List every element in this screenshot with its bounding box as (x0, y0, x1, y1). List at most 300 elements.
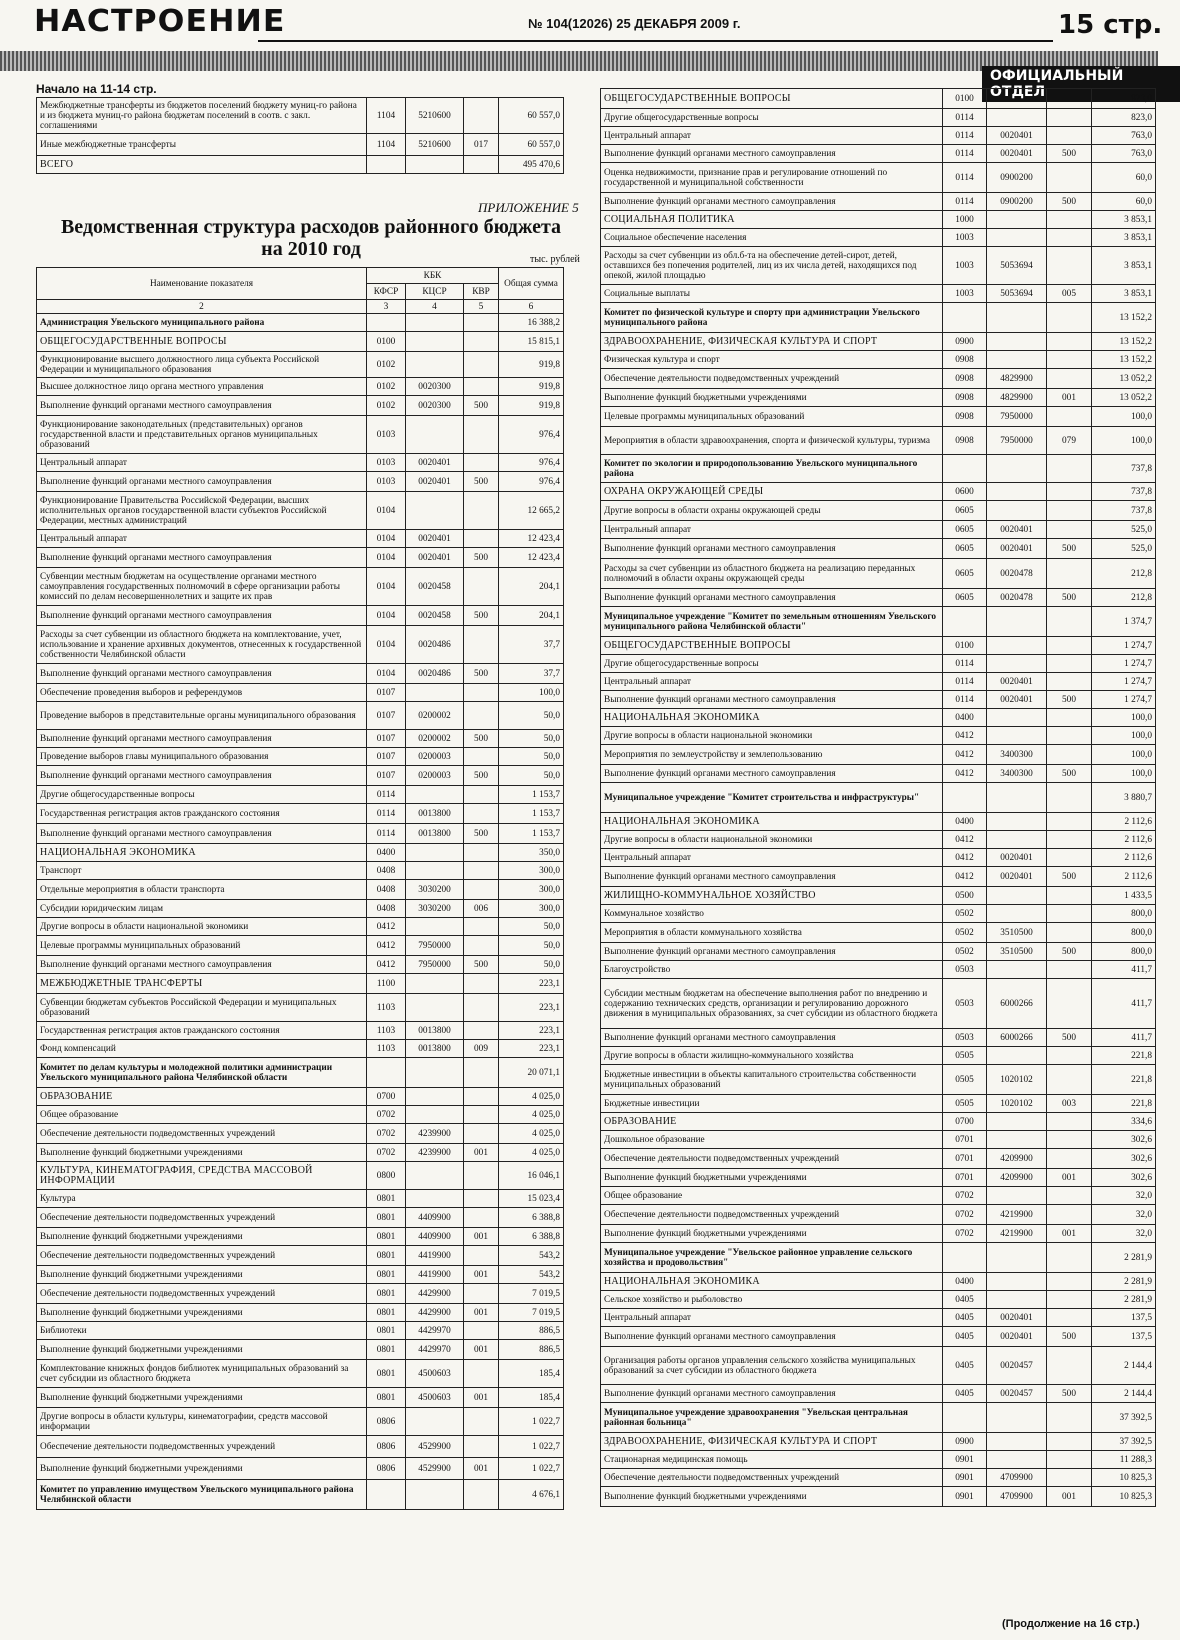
table-row (37, 702, 564, 730)
row-kfsr: 0502 (943, 905, 987, 923)
row-name: Выполнение функций органами местного самоуправления (37, 824, 367, 844)
row-kvr (1047, 1065, 1092, 1095)
row-kfsr: 0114 (943, 691, 987, 709)
row-name: Проведение выборов в представительные органы муниципального образования (37, 702, 367, 730)
row-name: Расходы за счет субвенции из обл.б-та на обеспечение детей-сирот, детей, оставшихся без попечения родителей, лиц из их числа детей, находящихся под опекой, жилой площадью (601, 247, 943, 285)
row-kfsr: 0908 (943, 351, 987, 369)
row-sum: 300,0 (499, 900, 564, 918)
row-kfsr: 1103 (367, 1022, 406, 1040)
row-kvr: 500 (464, 548, 499, 568)
row-kfsr: 0400 (943, 813, 987, 831)
row-kvr: 001 (464, 1304, 499, 1322)
row-sum: 886,5 (499, 1340, 564, 1360)
row-sum: 60,0 (1092, 163, 1156, 193)
row-name: Комплектование книжных фондов библиотек муниципальных образований за счет субсидии из областного бюджета (37, 1360, 367, 1388)
row-kfsr: 0801 (367, 1340, 406, 1360)
row-kfsr (367, 314, 406, 332)
row-kcsr: 5210600 (406, 98, 464, 134)
row-kcsr (406, 862, 464, 880)
row-name: Межбюджетные трансферты из бюджетов поселений бюджету муниц-го района и из бюджета муниц-го района бюджетам поселений в соотв. с закл. соглашениями (37, 98, 367, 134)
row-kfsr: 0700 (367, 1088, 406, 1106)
row-kcsr (987, 783, 1047, 813)
table-row (37, 314, 564, 332)
row-name: Выполнение функций органами местного самоуправления (37, 396, 367, 416)
row-name: Мероприятия по землеустройству и землепользованию (601, 745, 943, 765)
row-kfsr: 0901 (943, 1451, 987, 1469)
row-kvr (464, 684, 499, 702)
row-sum: 12 665,2 (499, 492, 564, 530)
row-sum: 300,0 (499, 880, 564, 900)
table-row (601, 961, 1156, 979)
row-kfsr: 0114 (943, 193, 987, 211)
row-kfsr (367, 1480, 406, 1510)
table-row (601, 1451, 1156, 1469)
row-sum: 50,0 (499, 918, 564, 936)
row-name: Бюджетные инвестиции (601, 1095, 943, 1113)
row-kfsr: 0600 (943, 483, 987, 501)
row-sum: 13 152,2 (1092, 333, 1156, 351)
header-rule (258, 40, 1053, 42)
row-kfsr: 0701 (943, 1169, 987, 1187)
row-kcsr: 3030200 (406, 900, 464, 918)
row-kvr: 500 (464, 396, 499, 416)
row-kfsr: 0900 (943, 333, 987, 351)
row-sum: 6 388,8 (499, 1228, 564, 1246)
row-kfsr: 0801 (367, 1284, 406, 1304)
row-name: Обеспечение деятельности подведомственных учреждений (37, 1246, 367, 1266)
row-kfsr: 0503 (943, 979, 987, 1029)
row-sum: 100,0 (1092, 727, 1156, 745)
row-name: Центральный аппарат (37, 530, 367, 548)
table-row (37, 568, 564, 606)
row-kfsr: 0104 (367, 626, 406, 664)
row-name: Выполнение функций органами местного самоуправления (601, 1327, 943, 1347)
row-kfsr: 0412 (367, 918, 406, 936)
table-row (601, 539, 1156, 559)
table-row (601, 1169, 1156, 1187)
row-name: Центральный аппарат (601, 1309, 943, 1327)
row-kvr (1047, 831, 1092, 849)
row-kvr (1047, 1187, 1092, 1205)
row-kcsr: 0013800 (406, 1022, 464, 1040)
row-kvr (1047, 333, 1092, 351)
table-row (37, 1106, 564, 1124)
row-name: Центральный аппарат (601, 127, 943, 145)
row-kfsr: 0104 (367, 568, 406, 606)
row-kvr (1047, 1131, 1092, 1149)
table-row (601, 1187, 1156, 1205)
row-kcsr: 0200003 (406, 766, 464, 786)
row-kcsr: 4529900 (406, 1458, 464, 1480)
table-row (601, 1327, 1156, 1347)
row-kvr (464, 880, 499, 900)
row-kvr: 500 (1047, 1029, 1092, 1047)
row-kfsr: 0104 (367, 548, 406, 568)
row-kcsr (406, 156, 464, 174)
row-kcsr: 0020401 (987, 145, 1047, 163)
header-num-3: 3 (367, 300, 406, 314)
row-sum: 60,0 (1092, 193, 1156, 211)
row-name: Выполнение функций бюджетными учреждениями (601, 1487, 943, 1507)
row-sum: 4 025,0 (499, 1088, 564, 1106)
table-row (37, 824, 564, 844)
top-continuation-table (36, 97, 564, 174)
row-sum: 4 025,0 (499, 1106, 564, 1124)
table-row (601, 831, 1156, 849)
row-sum: 4 025,0 (499, 1144, 564, 1162)
table-row (601, 849, 1156, 867)
row-name: Выполнение функций органами местного самоуправления (37, 766, 367, 786)
row-sum: 334,6 (1092, 1113, 1156, 1131)
row-kfsr: 0405 (943, 1347, 987, 1385)
row-name: Центральный аппарат (37, 454, 367, 472)
row-sum: 350,0 (499, 844, 564, 862)
row-name: Мероприятия в области коммунального хозяйства (601, 923, 943, 943)
row-name: Функционирование высшего должностного лица субъекта Российской Федерации и муниципального образования (37, 352, 367, 378)
row-sum: 1 153,7 (499, 804, 564, 824)
row-sum: 212,8 (1092, 589, 1156, 607)
row-kcsr: 4219900 (987, 1225, 1047, 1243)
row-kcsr (406, 416, 464, 454)
row-sum: 800,0 (1092, 943, 1156, 961)
row-sum: 737,8 (1092, 501, 1156, 521)
table-row (37, 1340, 564, 1360)
table-row (37, 98, 564, 134)
row-sum: 2 281,9 (1092, 1273, 1156, 1291)
row-kcsr: 7950000 (406, 936, 464, 956)
row-name: Физическая культура и спорт (601, 351, 943, 369)
row-kfsr: 0103 (367, 416, 406, 454)
row-kfsr: 0104 (367, 664, 406, 684)
row-kfsr: 0107 (367, 684, 406, 702)
table-row (37, 1266, 564, 1284)
row-kcsr (406, 492, 464, 530)
row-name: Муниципальное учреждение здравоохранения "Увельская центральная районная больница" (601, 1403, 943, 1433)
row-kcsr: 0020300 (406, 378, 464, 396)
row-name: Муниципальное учреждение "Увельское районное управление сельского хозяйства и продовольствия" (601, 1243, 943, 1273)
row-kcsr: 0020401 (987, 673, 1047, 691)
table-row (37, 1040, 564, 1058)
row-kcsr: 0020458 (406, 606, 464, 626)
row-kcsr (987, 501, 1047, 521)
row-kfsr: 1000 (943, 211, 987, 229)
row-name: Центральный аппарат (601, 849, 943, 867)
row-kfsr: 0801 (367, 1304, 406, 1322)
header-num-4: 4 (406, 300, 464, 314)
row-kcsr: 3030200 (406, 880, 464, 900)
row-name: ЖИЛИЩНО-КОММУНАЛЬНОЕ ХОЗЯЙСТВО (601, 887, 943, 905)
row-kfsr: 0104 (367, 530, 406, 548)
row-kcsr (406, 786, 464, 804)
row-kvr: 079 (1047, 427, 1092, 455)
row-kvr: 001 (464, 1388, 499, 1408)
row-kvr (464, 1360, 499, 1388)
row-kcsr: 4429900 (406, 1284, 464, 1304)
row-kvr (1047, 709, 1092, 727)
row-kvr (1047, 407, 1092, 427)
row-kcsr: 4709900 (987, 1487, 1047, 1507)
row-kvr (464, 1088, 499, 1106)
header-kbk: КБК (367, 268, 499, 284)
table-row (601, 637, 1156, 655)
row-kcsr (406, 1408, 464, 1436)
row-sum: 2 144,4 (1092, 1347, 1156, 1385)
table-row (37, 1162, 564, 1190)
row-name: Выполнение функций органами местного самоуправления (37, 472, 367, 492)
row-name: Выполнение функций бюджетными учреждениями (37, 1340, 367, 1360)
row-sum: 13 152,2 (1092, 303, 1156, 333)
table-row (601, 559, 1156, 589)
row-name: Государственная регистрация актов гражданского состояния (37, 804, 367, 824)
row-kcsr (406, 1190, 464, 1208)
table-row (37, 332, 564, 352)
row-sum: 525,0 (1092, 521, 1156, 539)
row-kcsr: 3400300 (987, 745, 1047, 765)
row-name: Бюджетные инвестиции в объекты капитального строительства собственности муниципальных образований (601, 1065, 943, 1095)
row-name: Выполнение функций органами местного самоуправления (37, 548, 367, 568)
row-kcsr (406, 844, 464, 862)
row-name: Государственная регистрация актов гражданского состояния (37, 1022, 367, 1040)
table-row (37, 918, 564, 936)
row-kvr (464, 352, 499, 378)
row-kfsr: 1103 (367, 994, 406, 1022)
table-row (601, 389, 1156, 407)
table-row (601, 691, 1156, 709)
row-kvr: 500 (1047, 1327, 1092, 1347)
row-kfsr (943, 303, 987, 333)
row-kfsr: 0114 (943, 127, 987, 145)
table-row (601, 709, 1156, 727)
row-kcsr: 0900200 (987, 163, 1047, 193)
row-kcsr: 1020102 (987, 1065, 1047, 1095)
row-kfsr: 0103 (367, 472, 406, 492)
row-kvr (1047, 783, 1092, 813)
row-kcsr: 0020401 (987, 127, 1047, 145)
row-kfsr: 0806 (367, 1436, 406, 1458)
row-kvr (464, 1284, 499, 1304)
row-kvr (1047, 655, 1092, 673)
row-kvr (464, 974, 499, 994)
row-sum: 302,6 (1092, 1149, 1156, 1169)
row-sum: 737,8 (1092, 483, 1156, 501)
row-kvr (464, 844, 499, 862)
row-sum: 32,0 (1092, 1225, 1156, 1243)
row-name: ВСЕГО (37, 156, 367, 174)
table-row (601, 1309, 1156, 1327)
row-kvr (1047, 1347, 1092, 1385)
row-kvr (1047, 1149, 1092, 1169)
table-row (37, 1124, 564, 1144)
row-name: Культура (37, 1190, 367, 1208)
row-kfsr: 0102 (367, 378, 406, 396)
row-kcsr: 0020401 (987, 1327, 1047, 1347)
row-kvr: 500 (464, 472, 499, 492)
row-kvr: 001 (464, 1144, 499, 1162)
row-kvr: 500 (1047, 145, 1092, 163)
row-sum: 4 676,1 (499, 1480, 564, 1510)
row-kcsr: 4500603 (406, 1360, 464, 1388)
row-kfsr: 0100 (943, 89, 987, 109)
row-name: Фонд компенсаций (37, 1040, 367, 1058)
row-kfsr: 0412 (367, 956, 406, 974)
table-row (37, 1088, 564, 1106)
table-row (37, 664, 564, 684)
row-name: Благоустройство (601, 961, 943, 979)
row-name: Субвенции бюджетам субъектов Российской Федерации и муниципальных образований (37, 994, 367, 1022)
row-kvr: 001 (1047, 1487, 1092, 1507)
table-row (601, 1273, 1156, 1291)
row-kcsr: 4409900 (406, 1228, 464, 1246)
row-sum: 13 052,2 (1092, 369, 1156, 389)
row-sum: 3 853,1 (1092, 229, 1156, 247)
row-kfsr: 0801 (367, 1246, 406, 1266)
row-kcsr (406, 684, 464, 702)
row-kvr (1047, 745, 1092, 765)
table-row (37, 1388, 564, 1408)
row-kvr: 005 (1047, 285, 1092, 303)
appendix-label: ПРИЛОЖЕНИЕ 5 (478, 200, 579, 215)
row-kvr (464, 862, 499, 880)
row-kvr (464, 454, 499, 472)
row-name: Функционирование законодательных (представительных) органов государственной власти и представительных органов муниципальных образований (37, 416, 367, 454)
header-num-5: 5 (464, 300, 499, 314)
row-sum: 13 052,2 (1092, 389, 1156, 407)
row-name: Общее образование (37, 1106, 367, 1124)
row-kfsr: 0806 (367, 1458, 406, 1480)
row-kfsr: 0801 (367, 1266, 406, 1284)
row-name: Выполнение функций органами местного самоуправления (601, 1029, 943, 1047)
row-name: Выполнение функций бюджетными учреждениями (37, 1144, 367, 1162)
row-kfsr: 1103 (367, 1040, 406, 1058)
row-kcsr (987, 1291, 1047, 1309)
row-kfsr: 0107 (367, 766, 406, 786)
row-kvr (1047, 1243, 1092, 1273)
row-kvr: 001 (464, 1266, 499, 1284)
row-sum: 1 433,5 (1092, 887, 1156, 905)
row-kvr: 500 (464, 664, 499, 684)
table-title-line1: Ведомственная структура расходов районного бюджета (60, 216, 562, 238)
table-row (37, 1408, 564, 1436)
row-kfsr: 1003 (943, 285, 987, 303)
row-name: Библиотеки (37, 1322, 367, 1340)
table-row (601, 1433, 1156, 1451)
row-sum: 737,8 (1092, 455, 1156, 483)
row-kvr: 500 (1047, 691, 1092, 709)
row-name: Выполнение функций бюджетными учреждениями (37, 1458, 367, 1480)
row-name: Выполнение функций органами местного самоуправления (37, 956, 367, 974)
table-row (601, 1029, 1156, 1047)
table-row (601, 1291, 1156, 1309)
table-row (37, 748, 564, 766)
row-kvr (464, 786, 499, 804)
row-kfsr: 0505 (943, 1065, 987, 1095)
row-kvr (1047, 813, 1092, 831)
row-sum: 1 153,7 (499, 824, 564, 844)
row-sum: 543,2 (499, 1246, 564, 1266)
row-kvr (464, 1408, 499, 1436)
row-kfsr: 0114 (367, 804, 406, 824)
row-kcsr (987, 89, 1047, 109)
row-kfsr (367, 1058, 406, 1088)
row-sum: 2 112,6 (1092, 813, 1156, 831)
table-row (37, 352, 564, 378)
row-kfsr: 0102 (367, 396, 406, 416)
row-kcsr: 0900200 (987, 193, 1047, 211)
row-kfsr: 0901 (943, 1487, 987, 1507)
row-sum: 60 557,0 (499, 98, 564, 134)
row-kcsr (406, 1162, 464, 1190)
row-sum: 525,0 (1092, 539, 1156, 559)
row-sum: 763,0 (1092, 145, 1156, 163)
row-kcsr: 4419900 (406, 1246, 464, 1266)
row-kvr (464, 1162, 499, 1190)
row-name: НАЦИОНАЛЬНАЯ ЭКОНОМИКА (601, 1273, 943, 1291)
header-kvr: КВР (464, 284, 499, 300)
row-name: ОБЩЕГОСУДАРСТВЕННЫЕ ВОПРОСЫ (601, 89, 943, 109)
row-kfsr: 0114 (943, 673, 987, 691)
row-kcsr: 4209900 (987, 1149, 1047, 1169)
row-name: Центральный аппарат (601, 673, 943, 691)
row-sum: 1 274,7 (1092, 673, 1156, 691)
row-kfsr: 0801 (367, 1190, 406, 1208)
row-sum: 11 288,3 (1092, 1451, 1156, 1469)
row-kcsr: 7950000 (987, 427, 1047, 455)
row-kvr: 500 (1047, 867, 1092, 887)
row-name: СОЦИАЛЬНАЯ ПОЛИТИКА (601, 211, 943, 229)
row-kcsr (987, 303, 1047, 333)
row-name: НАЦИОНАЛЬНАЯ ЭКОНОМИКА (601, 813, 943, 831)
row-sum: 976,4 (499, 454, 564, 472)
table-row (601, 1205, 1156, 1225)
table-row (601, 783, 1156, 813)
row-name: Целевые программы муниципальных образований (601, 407, 943, 427)
row-kfsr: 0114 (943, 163, 987, 193)
row-sum: 50,0 (499, 702, 564, 730)
row-name: Обеспечение деятельности подведомственных учреждений (37, 1208, 367, 1228)
table-row (601, 1065, 1156, 1095)
row-kfsr: 0412 (943, 831, 987, 849)
table-row (601, 127, 1156, 145)
row-kcsr: 4429970 (406, 1340, 464, 1360)
row-sum: 886,5 (499, 1322, 564, 1340)
row-kvr (1047, 369, 1092, 389)
row-kvr (464, 936, 499, 956)
table-row (601, 607, 1156, 637)
table-row (601, 867, 1156, 887)
table-row (37, 416, 564, 454)
row-kfsr: 0400 (943, 709, 987, 727)
row-sum: 7 019,5 (499, 1304, 564, 1322)
row-sum: 185,4 (499, 1360, 564, 1388)
row-sum: 2 144,4 (1092, 1385, 1156, 1403)
row-kvr (1047, 1451, 1092, 1469)
row-kvr (1047, 1113, 1092, 1131)
row-kvr (1047, 109, 1092, 127)
row-kcsr: 0020478 (987, 589, 1047, 607)
row-kcsr (987, 1433, 1047, 1451)
row-sum: 7 019,5 (499, 1284, 564, 1304)
row-name: Муниципальное учреждение "Комитет по земельным отношениям Увельского муниципального района Челябинской области" (601, 607, 943, 637)
row-kcsr: 4529900 (406, 1436, 464, 1458)
row-sum: 204,1 (499, 606, 564, 626)
row-kcsr: 7950000 (406, 956, 464, 974)
row-kfsr: 0107 (367, 748, 406, 766)
row-sum: 50,0 (499, 956, 564, 974)
row-kfsr: 0408 (367, 880, 406, 900)
row-kfsr: 0702 (367, 1144, 406, 1162)
row-kcsr (987, 727, 1047, 745)
row-kvr: 500 (1047, 589, 1092, 607)
